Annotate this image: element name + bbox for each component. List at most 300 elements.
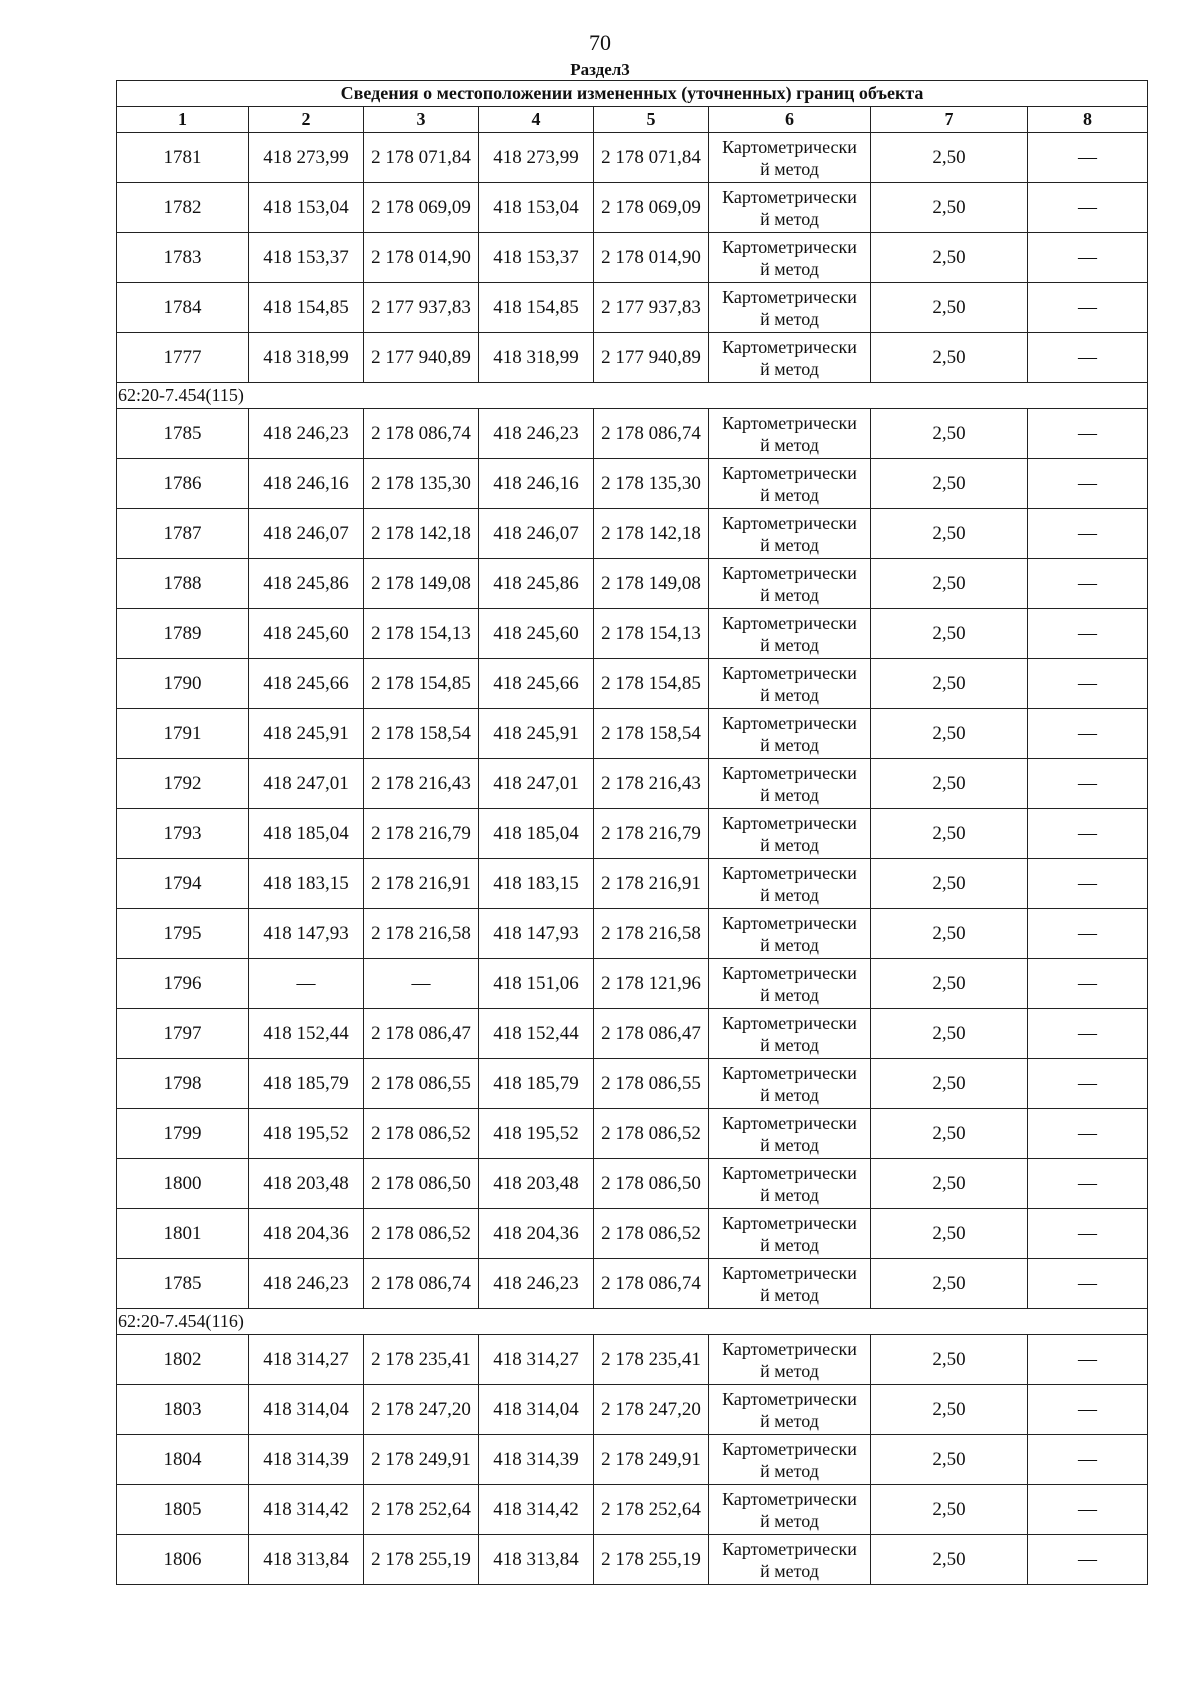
column-8-cell: — <box>1028 809 1148 859</box>
new-y-cell: 2 178 216,58 <box>594 909 709 959</box>
method-line-1: Картометрически <box>722 762 857 783</box>
old-y-cell: 2 178 149,08 <box>364 559 479 609</box>
table-row <box>117 559 1148 609</box>
method-line-2: й метод <box>760 984 819 1005</box>
point-number-cell: 1798 <box>117 1059 249 1109</box>
table-row <box>117 1159 1148 1209</box>
accuracy-cell: 2,50 <box>871 333 1028 383</box>
new-x-cell: 418 246,23 <box>479 409 594 459</box>
column-8-cell: — <box>1028 459 1148 509</box>
method-line-1: Картометрически <box>722 1062 857 1083</box>
point-number-cell: 1806 <box>117 1535 249 1585</box>
new-y-cell: 2 178 142,18 <box>594 509 709 559</box>
new-y-cell: 2 178 154,85 <box>594 659 709 709</box>
new-x-cell: 418 153,04 <box>479 183 594 233</box>
table-row <box>117 1335 1148 1385</box>
point-number-cell: 1787 <box>117 509 249 559</box>
table-row <box>117 959 1148 1009</box>
old-y-cell: 2 177 940,89 <box>364 333 479 383</box>
column-8-cell: — <box>1028 1385 1148 1435</box>
method-line-2: й метод <box>760 584 819 605</box>
point-number-cell: 1777 <box>117 333 249 383</box>
old-x-cell: 418 314,27 <box>249 1335 364 1385</box>
old-y-cell: 2 178 086,52 <box>364 1209 479 1259</box>
column-8-cell: — <box>1028 1209 1148 1259</box>
method-line-1: Картометрически <box>722 812 857 833</box>
table-row <box>117 133 1148 183</box>
method-line-1: Картометрически <box>722 1438 857 1459</box>
method-line-1: Картометрически <box>722 512 857 533</box>
old-y-cell: 2 178 086,52 <box>364 1109 479 1159</box>
method-line-2: й метод <box>760 1410 819 1431</box>
old-x-cell: 418 154,85 <box>249 283 364 333</box>
new-x-cell: 418 153,37 <box>479 233 594 283</box>
old-x-cell: 418 183,15 <box>249 859 364 909</box>
accuracy-cell: 2,50 <box>871 1009 1028 1059</box>
new-x-cell: 418 152,44 <box>479 1009 594 1059</box>
method-line-1: Картометрически <box>722 336 857 357</box>
old-y-cell: 2 178 069,09 <box>364 183 479 233</box>
method-line-1: Картометрически <box>722 462 857 483</box>
old-x-cell: 418 195,52 <box>249 1109 364 1159</box>
method-cell <box>709 1535 871 1585</box>
accuracy-cell: 2,50 <box>871 1385 1028 1435</box>
accuracy-cell: 2,50 <box>871 283 1028 333</box>
page-number: 70 <box>589 30 611 55</box>
method-line-2: й метод <box>760 934 819 955</box>
section-label: Раздел3 <box>570 60 630 79</box>
method-line-2: й метод <box>760 534 819 555</box>
new-x-cell: 418 246,07 <box>479 509 594 559</box>
new-x-cell: 418 203,48 <box>479 1159 594 1209</box>
accuracy-cell: 2,50 <box>871 133 1028 183</box>
old-y-cell: 2 178 086,47 <box>364 1009 479 1059</box>
column-header: 4 <box>479 107 594 133</box>
old-x-cell: 418 246,23 <box>249 409 364 459</box>
method-line-2: й метод <box>760 1234 819 1255</box>
table-row <box>117 1009 1148 1059</box>
method-line-1: Картометрически <box>722 962 857 983</box>
column-header: 1 <box>117 107 249 133</box>
accuracy-cell: 2,50 <box>871 1109 1028 1159</box>
column-8-cell: — <box>1028 1059 1148 1109</box>
new-x-cell: 418 147,93 <box>479 909 594 959</box>
method-line-2: й метод <box>760 358 819 379</box>
column-header: 7 <box>871 107 1028 133</box>
point-number-cell: 1784 <box>117 283 249 333</box>
column-8-cell: — <box>1028 283 1148 333</box>
table-row <box>117 1535 1148 1585</box>
method-line-1: Картометрически <box>722 1488 857 1509</box>
old-y-cell: 2 178 158,54 <box>364 709 479 759</box>
method-line-1: Картометрически <box>722 1338 857 1359</box>
point-number-cell: 1783 <box>117 233 249 283</box>
method-line-2: й метод <box>760 484 819 505</box>
old-x-cell: 418 153,37 <box>249 233 364 283</box>
table-row <box>117 1435 1148 1485</box>
point-number-cell: 1801 <box>117 1209 249 1259</box>
parcel-group-row <box>117 383 1148 409</box>
table-row <box>117 709 1148 759</box>
column-header: 2 <box>249 107 364 133</box>
column-8-cell: — <box>1028 1109 1148 1159</box>
new-y-cell: 2 178 121,96 <box>594 959 709 1009</box>
method-line-2: й метод <box>760 1560 819 1581</box>
old-y-cell: 2 178 216,58 <box>364 909 479 959</box>
new-y-cell: 2 178 086,52 <box>594 1209 709 1259</box>
new-x-cell: 418 318,99 <box>479 333 594 383</box>
old-y-cell: 2 178 086,50 <box>364 1159 479 1209</box>
new-y-cell: 2 178 086,55 <box>594 1059 709 1109</box>
new-y-cell: 2 178 158,54 <box>594 709 709 759</box>
accuracy-cell: 2,50 <box>871 759 1028 809</box>
new-x-cell: 418 195,52 <box>479 1109 594 1159</box>
old-y-cell: 2 178 086,74 <box>364 1259 479 1309</box>
new-x-cell: 418 154,85 <box>479 283 594 333</box>
accuracy-cell: 2,50 <box>871 183 1028 233</box>
method-cell <box>709 909 871 959</box>
column-8-cell: — <box>1028 659 1148 709</box>
method-line-2: й метод <box>760 308 819 329</box>
column-8-cell: — <box>1028 233 1148 283</box>
column-header: 6 <box>709 107 871 133</box>
old-x-cell: 418 203,48 <box>249 1159 364 1209</box>
method-cell <box>709 659 871 709</box>
method-cell <box>709 1109 871 1159</box>
accuracy-cell: 2,50 <box>871 409 1028 459</box>
old-y-cell: 2 178 014,90 <box>364 233 479 283</box>
accuracy-cell: 2,50 <box>871 909 1028 959</box>
point-number-cell: 1789 <box>117 609 249 659</box>
method-cell <box>709 1159 871 1209</box>
point-number-cell: 1802 <box>117 1335 249 1385</box>
new-x-cell: 418 245,86 <box>479 559 594 609</box>
method-line-1: Картометрически <box>722 612 857 633</box>
new-x-cell: 418 151,06 <box>479 959 594 1009</box>
table-row <box>117 183 1148 233</box>
table-row <box>117 659 1148 709</box>
new-y-cell: 2 178 086,74 <box>594 1259 709 1309</box>
accuracy-cell: 2,50 <box>871 233 1028 283</box>
old-x-cell: 418 185,79 <box>249 1059 364 1109</box>
old-x-cell: 418 314,42 <box>249 1485 364 1535</box>
accuracy-cell: 2,50 <box>871 1435 1028 1485</box>
method-line-1: Картометрически <box>722 1212 857 1233</box>
new-y-cell: 2 177 937,83 <box>594 283 709 333</box>
column-8-cell: — <box>1028 759 1148 809</box>
new-x-cell: 418 245,66 <box>479 659 594 709</box>
method-line-2: й метод <box>760 1284 819 1305</box>
method-line-1: Картометрически <box>722 1112 857 1133</box>
method-cell <box>709 1335 871 1385</box>
old-x-cell: 418 245,86 <box>249 559 364 609</box>
table-row <box>117 409 1148 459</box>
column-8-cell: — <box>1028 609 1148 659</box>
old-y-cell: 2 178 249,91 <box>364 1435 479 1485</box>
point-number-cell: 1791 <box>117 709 249 759</box>
new-y-cell: 2 178 252,64 <box>594 1485 709 1535</box>
table-row <box>117 809 1148 859</box>
old-x-cell: 418 314,39 <box>249 1435 364 1485</box>
table-row <box>117 1485 1148 1535</box>
old-y-cell: 2 178 086,74 <box>364 409 479 459</box>
column-8-cell: — <box>1028 1259 1148 1309</box>
new-x-cell: 418 246,23 <box>479 1259 594 1309</box>
new-x-cell: 418 185,79 <box>479 1059 594 1109</box>
method-line-1: Картометрически <box>722 236 857 257</box>
column-8-cell: — <box>1028 959 1148 1009</box>
method-cell <box>709 1435 871 1485</box>
old-y-cell: 2 178 135,30 <box>364 459 479 509</box>
table-row <box>117 459 1148 509</box>
method-cell <box>709 1485 871 1535</box>
accuracy-cell: 2,50 <box>871 1209 1028 1259</box>
new-x-cell: 418 314,39 <box>479 1435 594 1485</box>
method-cell <box>709 409 871 459</box>
old-y-cell: 2 178 142,18 <box>364 509 479 559</box>
accuracy-cell: 2,50 <box>871 459 1028 509</box>
table-row <box>117 1385 1148 1435</box>
method-line-2: й метод <box>760 1184 819 1205</box>
method-line-2: й метод <box>760 1460 819 1481</box>
table-row <box>117 283 1148 333</box>
old-x-cell: 418 273,99 <box>249 133 364 183</box>
method-line-1: Картометрически <box>722 862 857 883</box>
point-number-cell: 1794 <box>117 859 249 909</box>
method-line-2: й метод <box>760 734 819 755</box>
old-x-cell: 418 245,60 <box>249 609 364 659</box>
method-line-2: й метод <box>760 208 819 229</box>
table-row <box>117 1059 1148 1109</box>
method-cell <box>709 859 871 909</box>
old-y-cell: 2 178 255,19 <box>364 1535 479 1585</box>
new-x-cell: 418 314,42 <box>479 1485 594 1535</box>
method-cell <box>709 559 871 609</box>
column-8-cell: — <box>1028 133 1148 183</box>
new-y-cell: 2 178 069,09 <box>594 183 709 233</box>
method-line-2: й метод <box>760 884 819 905</box>
column-header: 8 <box>1028 107 1148 133</box>
method-line-2: й метод <box>760 834 819 855</box>
point-number-cell: 1797 <box>117 1009 249 1059</box>
point-number-cell: 1800 <box>117 1159 249 1209</box>
old-y-cell: 2 178 252,64 <box>364 1485 479 1535</box>
table-row <box>117 333 1148 383</box>
old-x-cell: 418 313,84 <box>249 1535 364 1585</box>
new-y-cell: 2 178 255,19 <box>594 1535 709 1585</box>
coordinates-table <box>116 80 1148 1585</box>
point-number-cell: 1785 <box>117 1259 249 1309</box>
new-y-cell: 2 178 154,13 <box>594 609 709 659</box>
old-x-cell: 418 246,07 <box>249 509 364 559</box>
point-number-cell: 1782 <box>117 183 249 233</box>
method-cell <box>709 1059 871 1109</box>
accuracy-cell: 2,50 <box>871 659 1028 709</box>
new-y-cell: 2 177 940,89 <box>594 333 709 383</box>
column-8-cell: — <box>1028 1535 1148 1585</box>
new-x-cell: 418 247,01 <box>479 759 594 809</box>
table-row <box>117 1259 1148 1309</box>
new-y-cell: 2 178 149,08 <box>594 559 709 609</box>
method-line-1: Картометрически <box>722 662 857 683</box>
parcel-group-row <box>117 1309 1148 1335</box>
old-y-cell: 2 178 216,43 <box>364 759 479 809</box>
new-y-cell: 2 178 235,41 <box>594 1335 709 1385</box>
column-8-cell: — <box>1028 559 1148 609</box>
method-line-2: й метод <box>760 684 819 705</box>
new-x-cell: 418 245,91 <box>479 709 594 759</box>
table-row <box>117 909 1148 959</box>
new-y-cell: 2 178 216,91 <box>594 859 709 909</box>
column-8-cell: — <box>1028 183 1148 233</box>
method-line-1: Картометрически <box>722 1388 857 1409</box>
method-line-2: й метод <box>760 258 819 279</box>
new-x-cell: 418 185,04 <box>479 809 594 859</box>
column-8-cell: — <box>1028 409 1148 459</box>
column-8-cell: — <box>1028 509 1148 559</box>
old-y-cell: 2 178 086,55 <box>364 1059 479 1109</box>
table-row <box>117 1209 1148 1259</box>
accuracy-cell: 2,50 <box>871 559 1028 609</box>
method-cell <box>709 709 871 759</box>
method-line-1: Картометрически <box>722 562 857 583</box>
old-x-cell: 418 204,36 <box>249 1209 364 1259</box>
new-y-cell: 2 178 216,43 <box>594 759 709 809</box>
method-cell <box>709 283 871 333</box>
column-8-cell: — <box>1028 1335 1148 1385</box>
new-x-cell: 418 183,15 <box>479 859 594 909</box>
method-cell <box>709 1259 871 1309</box>
method-line-2: й метод <box>760 434 819 455</box>
point-number-cell: 1793 <box>117 809 249 859</box>
method-cell <box>709 509 871 559</box>
table-row <box>117 859 1148 909</box>
method-line-1: Картометрически <box>722 286 857 307</box>
table-body <box>117 133 1148 1585</box>
method-cell <box>709 1009 871 1059</box>
method-cell <box>709 959 871 1009</box>
old-y-cell: 2 178 154,85 <box>364 659 479 709</box>
old-x-cell: 418 153,04 <box>249 183 364 233</box>
accuracy-cell: 2,50 <box>871 1335 1028 1385</box>
new-x-cell: 418 246,16 <box>479 459 594 509</box>
method-line-1: Картометрически <box>722 1262 857 1283</box>
old-x-cell: 418 245,66 <box>249 659 364 709</box>
new-x-cell: 418 314,04 <box>479 1385 594 1435</box>
parcel-group-label: 62:20-7.454(115) <box>117 383 1148 409</box>
method-line-2: й метод <box>760 1360 819 1381</box>
column-8-cell: — <box>1028 1485 1148 1535</box>
point-number-cell: 1781 <box>117 133 249 183</box>
old-y-cell: — <box>364 959 479 1009</box>
method-cell <box>709 459 871 509</box>
method-line-2: й метод <box>760 784 819 805</box>
point-number-cell: 1795 <box>117 909 249 959</box>
old-x-cell: 418 147,93 <box>249 909 364 959</box>
parcel-group-label: 62:20-7.454(116) <box>117 1309 1148 1335</box>
point-number-cell: 1803 <box>117 1385 249 1435</box>
old-x-cell: 418 247,01 <box>249 759 364 809</box>
column-8-cell: — <box>1028 333 1148 383</box>
method-line-2: й метод <box>760 158 819 179</box>
table-row <box>117 1109 1148 1159</box>
new-x-cell: 418 314,27 <box>479 1335 594 1385</box>
method-line-1: Картометрически <box>722 412 857 433</box>
column-8-cell: — <box>1028 709 1148 759</box>
accuracy-cell: 2,50 <box>871 709 1028 759</box>
accuracy-cell: 2,50 <box>871 1259 1028 1309</box>
old-x-cell: 418 245,91 <box>249 709 364 759</box>
new-x-cell: 418 313,84 <box>479 1535 594 1585</box>
method-line-1: Картометрически <box>722 912 857 933</box>
new-y-cell: 2 178 086,52 <box>594 1109 709 1159</box>
accuracy-cell: 2,50 <box>871 809 1028 859</box>
new-x-cell: 418 204,36 <box>479 1209 594 1259</box>
method-line-1: Картометрически <box>722 1162 857 1183</box>
method-line-1: Картометрически <box>722 136 857 157</box>
point-number-cell: 1792 <box>117 759 249 809</box>
new-y-cell: 2 178 071,84 <box>594 133 709 183</box>
old-x-cell: 418 318,99 <box>249 333 364 383</box>
method-cell <box>709 609 871 659</box>
accuracy-cell: 2,50 <box>871 509 1028 559</box>
method-line-1: Картометрически <box>722 186 857 207</box>
method-cell <box>709 1385 871 1435</box>
table-row <box>117 233 1148 283</box>
old-y-cell: 2 178 154,13 <box>364 609 479 659</box>
old-x-cell: 418 185,04 <box>249 809 364 859</box>
method-line-2: й метод <box>760 1084 819 1105</box>
accuracy-cell: 2,50 <box>871 859 1028 909</box>
column-header: 3 <box>364 107 479 133</box>
old-y-cell: 2 178 247,20 <box>364 1385 479 1435</box>
method-cell <box>709 333 871 383</box>
method-cell <box>709 759 871 809</box>
method-line-2: й метод <box>760 634 819 655</box>
new-x-cell: 418 273,99 <box>479 133 594 183</box>
column-8-cell: — <box>1028 859 1148 909</box>
table-title: Сведения о местоположении измененных (уточненных) границ объекта <box>117 81 1148 107</box>
new-y-cell: 2 178 135,30 <box>594 459 709 509</box>
method-line-2: й метод <box>760 1034 819 1055</box>
accuracy-cell: 2,50 <box>871 1535 1028 1585</box>
accuracy-cell: 2,50 <box>871 1485 1028 1535</box>
new-y-cell: 2 178 086,50 <box>594 1159 709 1209</box>
method-line-1: Картометрически <box>722 1538 857 1559</box>
method-cell <box>709 133 871 183</box>
old-y-cell: 2 178 216,79 <box>364 809 479 859</box>
method-line-2: й метод <box>760 1134 819 1155</box>
new-y-cell: 2 178 216,79 <box>594 809 709 859</box>
point-number-cell: 1785 <box>117 409 249 459</box>
table-row <box>117 759 1148 809</box>
new-y-cell: 2 178 014,90 <box>594 233 709 283</box>
new-y-cell: 2 178 249,91 <box>594 1435 709 1485</box>
column-header: 5 <box>594 107 709 133</box>
point-number-cell: 1799 <box>117 1109 249 1159</box>
method-line-2: й метод <box>760 1510 819 1531</box>
column-header-row <box>117 107 1148 133</box>
point-number-cell: 1788 <box>117 559 249 609</box>
old-x-cell: — <box>249 959 364 1009</box>
table-row <box>117 609 1148 659</box>
column-8-cell: — <box>1028 1009 1148 1059</box>
new-y-cell: 2 178 086,47 <box>594 1009 709 1059</box>
column-8-cell: — <box>1028 1159 1148 1209</box>
new-y-cell: 2 178 086,74 <box>594 409 709 459</box>
method-cell <box>709 233 871 283</box>
point-number-cell: 1786 <box>117 459 249 509</box>
